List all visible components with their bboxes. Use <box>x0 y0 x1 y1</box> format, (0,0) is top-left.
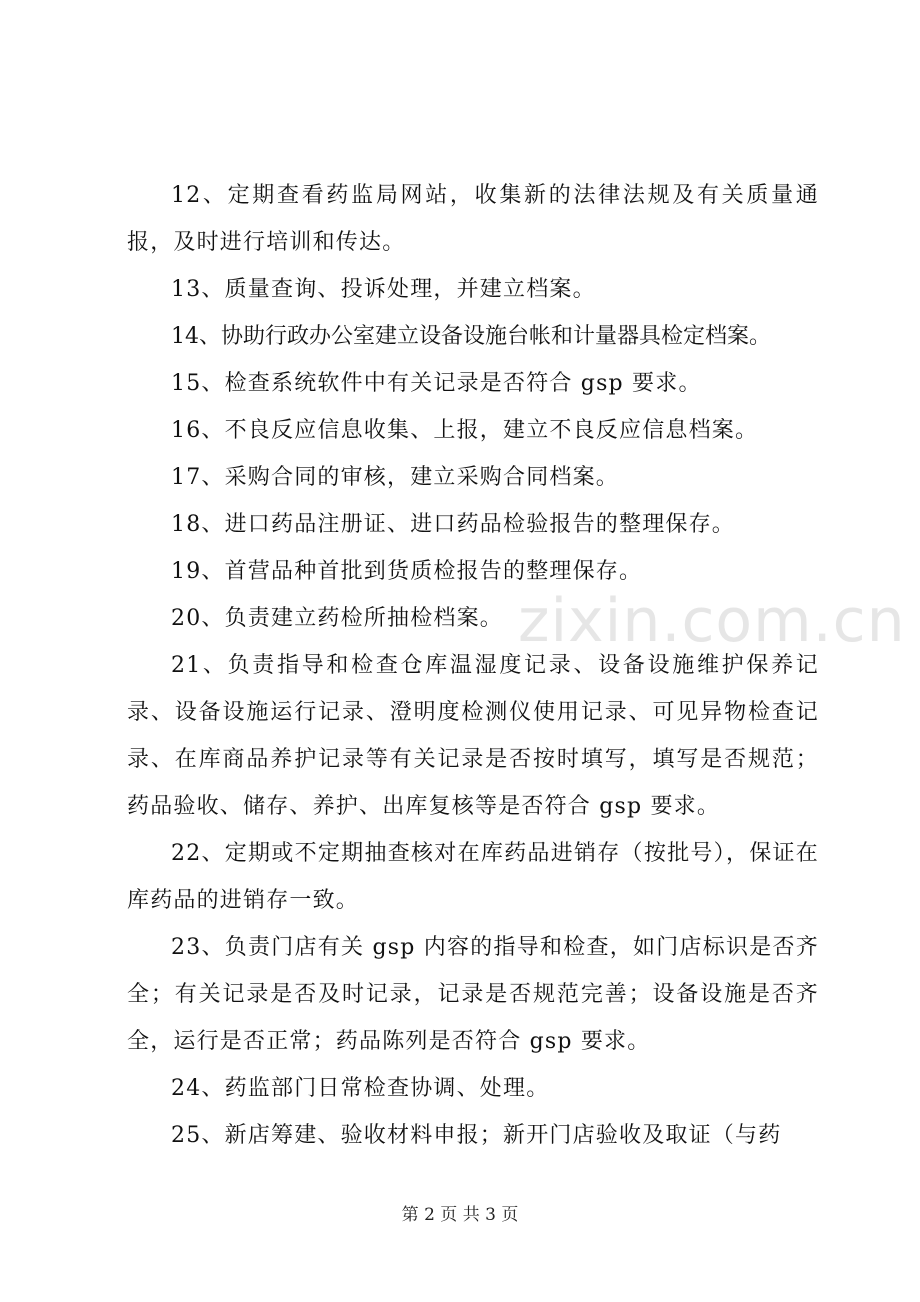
paragraph-21: 21、负责指导和检查仓库温湿度记录、设备设施维护保养记录、设备设施运行记录、澄明度检测仪使用记录、可见异物检查记录、在库商品养护记录等有关记录是否按时填写，填写是否规范；药品验收、储存、养护、出库复核等是否符合 gsp 要求。 <box>127 653 819 819</box>
paragraph-17: 17、采购合同的审核，建立采购合同档案。 <box>171 465 619 490</box>
watermark: zixin.com.cn <box>518 586 906 656</box>
paragraph-24: 24、药监部门日常检查协调、处理。 <box>171 1076 550 1101</box>
paragraph-19: 19、首营品种首批到货质检报告的整理保存。 <box>171 559 643 584</box>
paragraph-20: 20、负责建立药检所抽检档案。 <box>171 606 503 631</box>
paragraph-14: 14、协助行政办公室建立设备设施台帐和计量器具检定档案。 <box>171 324 771 349</box>
paragraph-18: 18、进口药品注册证、进口药品检验报告的整理保存。 <box>171 512 735 537</box>
paragraph-16: 16、不良反应信息收集、上报，建立不良反应信息档案。 <box>171 418 759 443</box>
page-footer: 第 2 页 共 3 页 <box>401 1205 519 1225</box>
paragraph-23: 23、负责门店有关 gsp 内容的指导和检查，如门店标识是否齐全；有关记录是否及时记录，记录是否规范完善；设备设施是否齐全，运行是否正常；药品陈列是否符合 gsp 要求。 <box>127 935 819 1054</box>
document-body <box>127 172 819 1159</box>
paragraph-22: 22、定期或不定期抽查核对在库药品进销存（按批号），保证在库药品的进销存一致。 <box>127 841 819 913</box>
paragraph-13: 13、质量查询、投诉处理，并建立档案。 <box>171 277 596 302</box>
paragraph-12: 12、定期查看药监局网站，收集新的法律法规及有关质量通报，及时进行培训和传达。 <box>127 183 819 255</box>
paragraph-25: 25、新店筹建、验收材料申报；新开门店验收及取证（与药 <box>171 1123 782 1148</box>
paragraph-15: 15、检查系统软件中有关记录是否符合 gsp 要求。 <box>171 371 702 396</box>
